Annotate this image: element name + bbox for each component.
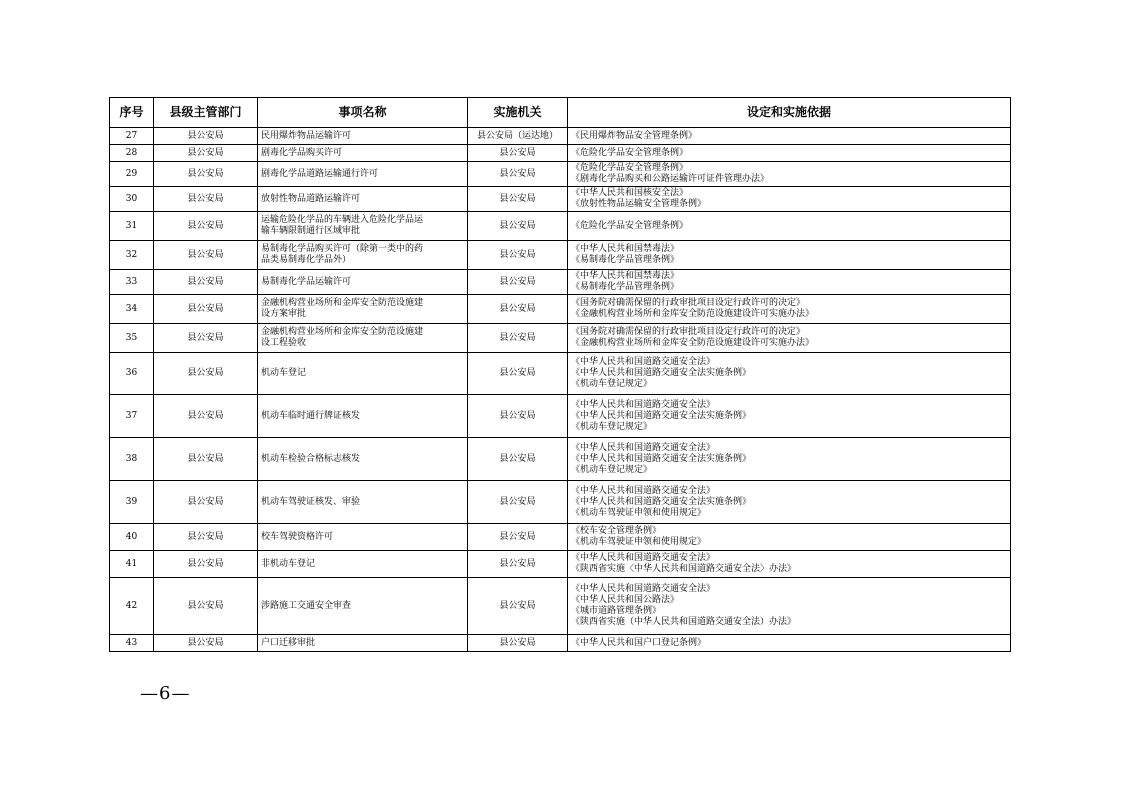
basis-cell [568, 481, 1011, 524]
table-row [110, 635, 1011, 652]
row-number: 33 [110, 270, 154, 295]
item-name-cell [258, 324, 468, 353]
row-number: 36 [110, 353, 154, 395]
item-name-line: 运输危险化学品的车辆进入危险化学品运 [261, 215, 424, 225]
department-cell: 县公安局 [154, 438, 258, 481]
item-name-line: 放射性物品道路运输许可 [261, 193, 361, 204]
header-basis: 设定和实施依据 [568, 98, 1011, 128]
basis-line: 《机动车登记规定》 [571, 464, 653, 475]
basis-cell [568, 551, 1011, 578]
basis-line: 《中华人民共和国户口登记条例》 [571, 637, 707, 648]
row-number: 27 [110, 128, 154, 145]
row-number: 28 [110, 145, 154, 162]
item-name-cell [258, 212, 468, 241]
table-row [110, 145, 1011, 162]
basis-line: 《中华人民共和国公路法》 [571, 595, 680, 605]
basis-line: 《中华人民共和国禁毒法》 [571, 244, 680, 254]
header-no: 序号 [110, 98, 154, 128]
basis-cell [568, 524, 1011, 551]
agency-cell: 县公安局 [468, 524, 568, 551]
basis-line: 《国务院对确需保留的行政审批项目设定行政许可的决定》 [571, 327, 806, 337]
item-name-cell [258, 635, 468, 652]
item-name-cell [258, 578, 468, 635]
basis-cell [568, 324, 1011, 353]
department-cell: 县公安局 [154, 524, 258, 551]
agency-cell: 县公安局 [468, 295, 568, 324]
row-number: 37 [110, 395, 154, 438]
basis-cell [568, 270, 1011, 295]
agency-cell: 县公安局（运达地） [468, 128, 568, 145]
item-name-cell [258, 524, 468, 551]
basis-line: 《易制毒化学品管理条例》 [571, 282, 680, 292]
permit-table [109, 97, 1011, 652]
item-name-cell [258, 128, 468, 145]
basis-cell [568, 635, 1011, 652]
item-name-cell [258, 241, 468, 270]
table-row [110, 295, 1011, 324]
item-name-line: 品类易制毒化学品外） [261, 255, 352, 265]
item-name-line: 设方案审批 [261, 309, 307, 319]
department-cell: 县公安局 [154, 270, 258, 295]
basis-cell [568, 395, 1011, 438]
agency-cell: 县公安局 [468, 162, 568, 187]
item-name-cell [258, 395, 468, 438]
item-name-line: 易制毒化学品购买许可（除第一类中的药 [261, 244, 424, 254]
agency-cell: 县公安局 [468, 438, 568, 481]
basis-cell [568, 145, 1011, 162]
item-name-cell [258, 162, 468, 187]
row-number: 30 [110, 187, 154, 212]
department-cell: 县公安局 [154, 295, 258, 324]
item-name-line: 输车辆限制通行区域审批 [261, 226, 361, 236]
table-row [110, 481, 1011, 524]
agency-cell: 县公安局 [468, 324, 568, 353]
table-body [110, 128, 1011, 652]
item-name-line: 机动车驾驶证核发、审验 [261, 496, 361, 507]
department-cell: 县公安局 [154, 187, 258, 212]
row-number: 29 [110, 162, 154, 187]
item-name-line: 机动车检验合格标志核发 [261, 453, 361, 464]
basis-line: 《危险化学品安全管理条例》 [571, 147, 689, 158]
basis-line: 《危险化学品安全管理条例》 [571, 163, 689, 173]
department-cell: 县公安局 [154, 128, 258, 145]
table-row [110, 551, 1011, 578]
item-name-cell [258, 145, 468, 162]
agency-cell: 县公安局 [468, 481, 568, 524]
row-number: 32 [110, 241, 154, 270]
row-number: 40 [110, 524, 154, 551]
basis-cell [568, 187, 1011, 212]
agency-cell: 县公安局 [468, 270, 568, 295]
agency-cell: 县公安局 [468, 395, 568, 438]
basis-cell [568, 438, 1011, 481]
basis-line: 《中华人民共和国道路交通安全法实施条例》 [571, 410, 752, 421]
department-cell: 县公安局 [154, 551, 258, 578]
basis-line: 《机动车驾驶证申领和使用规定》 [571, 537, 707, 547]
table-row [110, 324, 1011, 353]
basis-line: 《国务院对确需保留的行政审批项目设定行政许可的决定》 [571, 298, 806, 308]
basis-line: 《易制毒化学品管理条例》 [571, 255, 680, 265]
basis-line: 《中华人民共和国道路交通安全法》 [571, 442, 716, 453]
basis-line: 《中华人民共和国道路交通安全法》 [571, 357, 716, 367]
table-header-row [110, 98, 1011, 128]
agency-cell: 县公安局 [468, 187, 568, 212]
basis-line: 《中华人民共和国道路交通安全法》 [571, 485, 716, 496]
header-agency: 实施机关 [468, 98, 568, 128]
row-number: 34 [110, 295, 154, 324]
item-name-cell [258, 270, 468, 295]
item-name-line: 剧毒化学品购买许可 [261, 147, 343, 158]
item-name-line: 机动车登记 [261, 368, 307, 378]
basis-line: 《剧毒化学品购买和公路运输许可证件管理办法》 [571, 174, 770, 184]
item-name-cell [258, 353, 468, 395]
item-name-cell [258, 295, 468, 324]
table-row [110, 270, 1011, 295]
item-name-line: 金融机构营业场所和金库安全防范设施建 [261, 327, 424, 337]
row-number: 41 [110, 551, 154, 578]
item-name-line: 非机动车登记 [261, 558, 316, 569]
table-row [110, 162, 1011, 187]
item-name-cell [258, 481, 468, 524]
basis-line: 《中华人民共和国道路交通安全法实施条例》 [571, 496, 752, 507]
item-name-cell [258, 187, 468, 212]
department-cell: 县公安局 [154, 578, 258, 635]
item-name-line: 校车驾驶资格许可 [261, 531, 334, 542]
department-cell: 县公安局 [154, 241, 258, 270]
table-row [110, 395, 1011, 438]
basis-line: 《机动车驾驶证申领和使用规定》 [571, 507, 707, 518]
item-name-cell [258, 438, 468, 481]
basis-line: 《机动车登记规定》 [571, 379, 653, 389]
row-number: 35 [110, 324, 154, 353]
row-number: 39 [110, 481, 154, 524]
basis-line: 《中华人民共和国道路交通安全法实施条例》 [571, 453, 752, 464]
basis-line: 《校车安全管理条例》 [571, 526, 662, 536]
department-cell: 县公安局 [154, 324, 258, 353]
item-name-line: 户口迁移审批 [261, 637, 316, 648]
basis-line: 《金融机构营业场所和金库安全防范设施建设许可实施办法》 [571, 309, 815, 319]
basis-cell [568, 578, 1011, 635]
agency-cell: 县公安局 [468, 241, 568, 270]
item-name-line: 民用爆炸物品运输许可 [261, 130, 352, 141]
page-number: —6— [140, 683, 191, 704]
agency-cell: 县公安局 [468, 635, 568, 652]
basis-line: 《金融机构营业场所和金库安全防范设施建设许可实施办法》 [571, 338, 815, 348]
item-name-line: 易制毒化学品运输许可 [261, 276, 352, 287]
table-row [110, 212, 1011, 241]
basis-line: 《中华人民共和国道路交通安全法》 [571, 584, 716, 594]
department-cell: 县公安局 [154, 395, 258, 438]
header-dept: 县级主管部门 [154, 98, 258, 128]
basis-cell [568, 353, 1011, 395]
agency-cell: 县公安局 [468, 353, 568, 395]
basis-line: 《机动车登记规定》 [571, 421, 653, 432]
table-row [110, 128, 1011, 145]
basis-line: 《中华人民共和国禁毒法》 [571, 271, 680, 281]
basis-line: 《陕西省实施（中华人民共和国道路交通安全法）办法》 [571, 617, 797, 627]
agency-cell: 县公安局 [468, 578, 568, 635]
basis-line: 《民用爆炸物品安全管理条例》 [571, 130, 698, 141]
department-cell: 县公安局 [154, 212, 258, 241]
department-cell: 县公安局 [154, 162, 258, 187]
header-item: 事项名称 [258, 98, 468, 128]
agency-cell: 县公安局 [468, 145, 568, 162]
table-row [110, 438, 1011, 481]
agency-cell: 县公安局 [468, 551, 568, 578]
basis-line: 《中华人民共和国核安全法》 [571, 188, 689, 198]
item-name-line: 涉路施工交通安全审查 [261, 600, 352, 611]
row-number: 38 [110, 438, 154, 481]
department-cell: 县公安局 [154, 481, 258, 524]
basis-line: 《中华人民共和国道路交通安全法实施条例》 [571, 368, 752, 378]
basis-line: 《危险化学品安全管理条例》 [571, 220, 689, 231]
row-number: 42 [110, 578, 154, 635]
table-row [110, 578, 1011, 635]
table-row [110, 241, 1011, 270]
department-cell: 县公安局 [154, 635, 258, 652]
agency-cell: 县公安局 [468, 212, 568, 241]
item-name-line: 设工程验收 [261, 338, 307, 348]
item-name-line: 金融机构营业场所和金库安全防范设施建 [261, 298, 424, 308]
basis-line: 《城市道路管理条例》 [571, 606, 662, 616]
basis-cell [568, 295, 1011, 324]
item-name-line: 机动车临时通行牌证核发 [261, 410, 361, 421]
basis-line: 《放射性物品运输安全管理条例》 [571, 199, 707, 209]
row-number: 31 [110, 212, 154, 241]
basis-line: 《中华人民共和国道路交通安全法》 [571, 553, 716, 563]
department-cell: 县公安局 [154, 145, 258, 162]
item-name-cell [258, 551, 468, 578]
department-cell: 县公安局 [154, 353, 258, 395]
item-name-line: 剧毒化学品道路运输通行许可 [261, 168, 379, 179]
basis-line: 《陕西省实施〈中华人民共和国道路交通安全法〉办法》 [571, 564, 797, 574]
basis-cell [568, 241, 1011, 270]
table-row [110, 187, 1011, 212]
table-row [110, 353, 1011, 395]
row-number: 43 [110, 635, 154, 652]
table-row [110, 524, 1011, 551]
basis-cell [568, 128, 1011, 145]
basis-line: 《中华人民共和国道路交通安全法》 [571, 399, 716, 410]
basis-cell [568, 212, 1011, 241]
basis-cell [568, 162, 1011, 187]
